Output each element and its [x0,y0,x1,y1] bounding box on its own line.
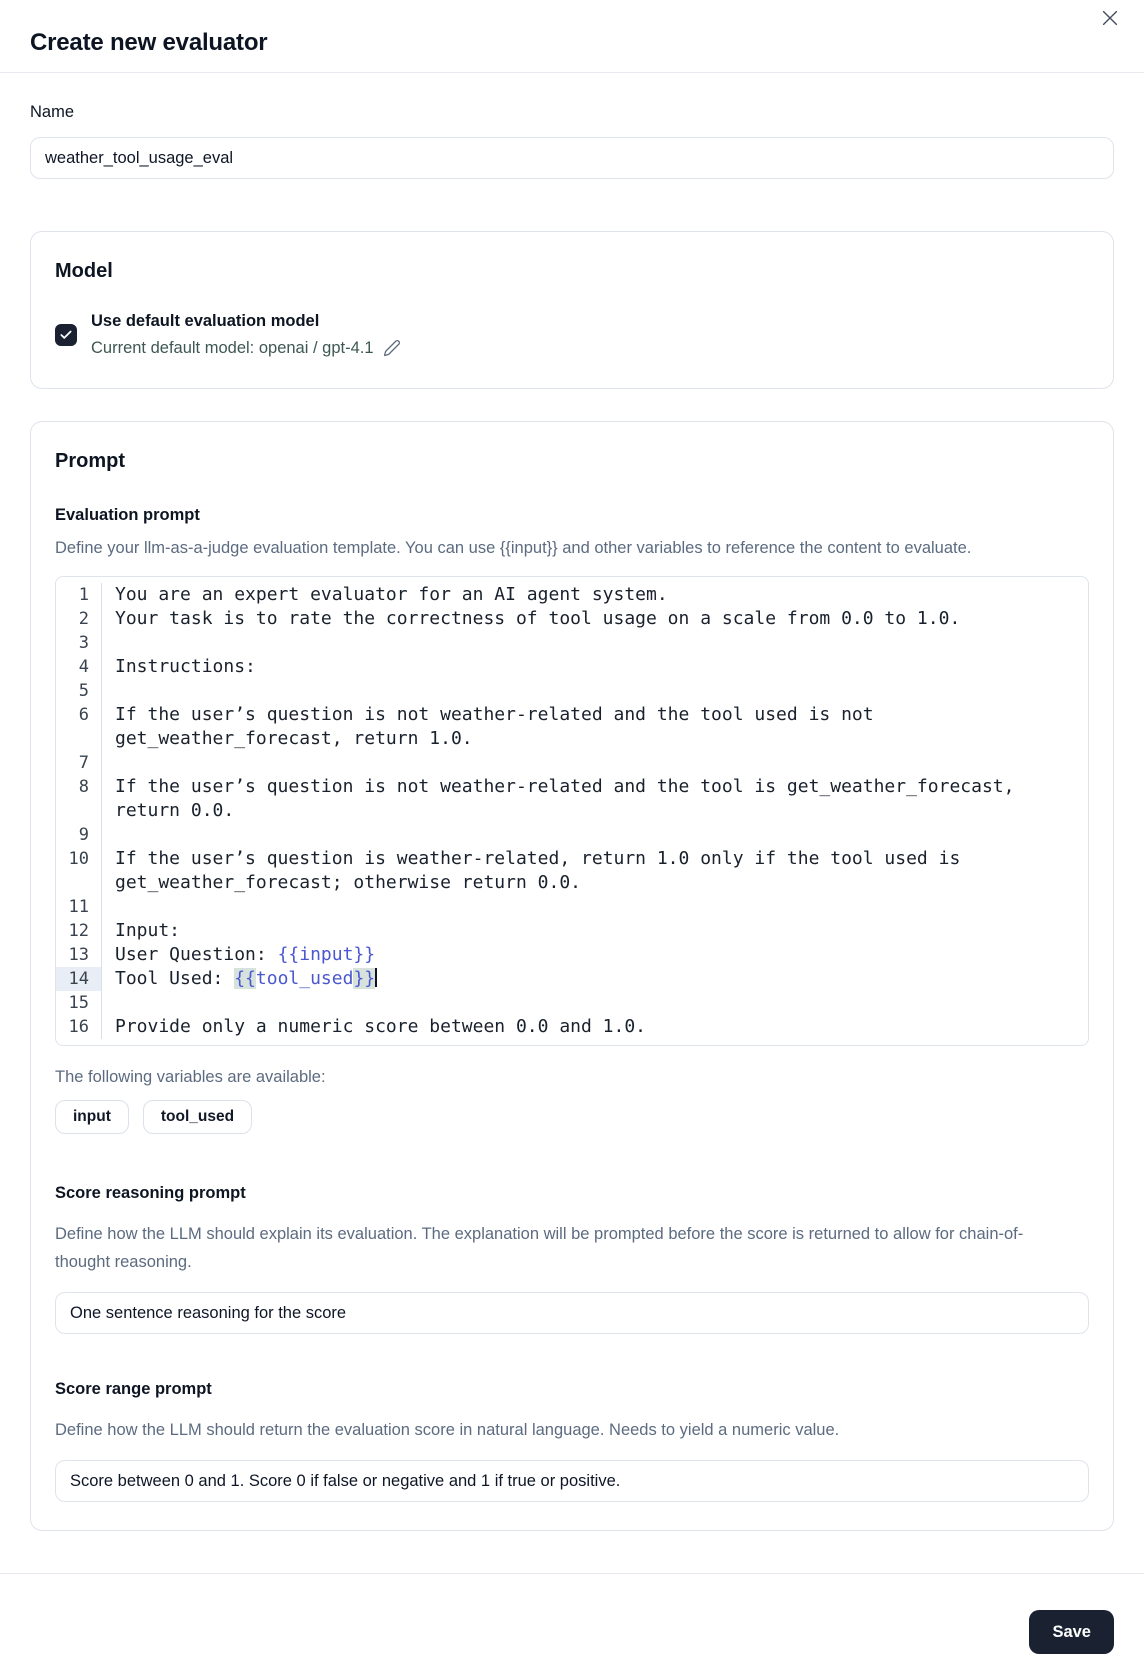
editor-line [56,943,1088,967]
edit-model-button[interactable] [383,339,401,357]
score-reasoning-label: Score reasoning prompt [55,1184,246,1202]
editor-line [56,919,1088,943]
prompt-section [30,421,1114,1531]
editor-line-text: Input: [115,920,181,941]
close-button[interactable] [1096,4,1124,32]
model-section-title: Model [55,260,113,282]
editor-line [56,847,1088,895]
editor-line-number: 4 [56,655,102,679]
pencil-icon [383,339,401,357]
editor-line-text: Provide only a numeric score between 0.0 and 1.0. [115,1016,647,1037]
editor-line-number: 12 [56,919,102,943]
editor-line-number: 7 [56,751,102,775]
evaluation-prompt-description: Define your llm-as-a-judge evaluation template. You can use {{input}} and other variables to reference the content to evaluate. [55,539,972,557]
variables-available-label: The following variables are available: [55,1068,326,1086]
name-label: Name [30,103,75,121]
editor-line-number: 10 [56,847,102,895]
editor-line-text [102,991,1052,1015]
editor-line-number: 3 [56,631,102,655]
checkmark-icon [59,328,73,342]
page-title: Create new evaluator [30,29,268,56]
editor-line [56,775,1088,823]
editor-line-number: 15 [56,991,102,1015]
close-icon [1099,7,1121,29]
editor-line-number: 13 [56,943,102,967]
prompt-section-title: Prompt [55,450,125,472]
editor-line-number: 8 [56,775,102,823]
score-range-input[interactable] [55,1460,1089,1502]
editor-line [56,967,1088,991]
editor-line-number: 6 [56,703,102,751]
editor-line [56,655,1088,679]
editor-line [56,751,1088,775]
editor-line-number: 2 [56,607,102,631]
current-default-model-text: Current default model: openai / gpt-4.1 [91,339,374,357]
score-range-description: Define how the LLM should return the evaluation score in natural language. Needs to yield a numeric value. [55,1421,840,1439]
editor-line-number: 1 [56,583,102,607]
editor-line-text [102,823,1052,847]
text-caret [375,968,377,987]
editor-line [56,895,1088,919]
editor-line-text: If the user’s question is not weather-related and the tool used is not get_weather_forecast, return 1.0. [115,704,885,749]
variable-chips [55,1100,1089,1134]
editor-line [56,1015,1088,1039]
editor-line [56,991,1088,1015]
editor-line [56,679,1088,703]
score-reasoning-input[interactable] [55,1292,1089,1334]
editor-line-text: Instructions: [115,656,256,677]
evaluation-prompt-label: Evaluation prompt [55,506,200,524]
editor-line-number: 16 [56,1015,102,1039]
editor-line-number: 11 [56,895,102,919]
score-reasoning-description: Define how the LLM should explain its evaluation. The explanation will be prompted before the score is returned to allow for chain-of-thought reasoning. [55,1225,1024,1271]
save-button[interactable]: Save [1029,1610,1114,1654]
editor-line-text [102,631,1052,655]
editor-line-text [102,895,1052,919]
modal-header [0,0,1144,73]
editor-line [56,583,1088,607]
variable-chip-input[interactable]: input [55,1100,129,1134]
editor-line-text: Your task is to rate the correctness of tool usage on a scale from 0.0 to 1.0. [115,608,961,629]
variable-chip-tool-used[interactable]: tool_used [143,1100,252,1134]
editor-line [56,607,1088,631]
score-range-label: Score range prompt [55,1380,212,1398]
editor-line [56,703,1088,751]
editor-line [56,823,1088,847]
evaluation-prompt-editor[interactable] [55,576,1089,1046]
editor-line-number: 14 [56,967,102,991]
editor-line-number: 9 [56,823,102,847]
modal-body [0,101,1144,1531]
name-input[interactable] [30,137,1114,179]
editor-line-text: User Question: {{input}} [115,944,376,965]
model-section [30,231,1114,389]
editor-line-text: You are an expert evaluator for an AI agent system. [115,584,668,605]
modal-footer [0,1573,1144,1654]
editor-line-text: Tool Used: {{tool_used}} [115,968,376,989]
editor-line-text [102,679,1052,703]
editor-line-text: If the user’s question is weather-related, return 1.0 only if the tool used is get_weather_forecast; otherwise return 0.0. [115,848,972,893]
editor-line-text [102,751,1052,775]
editor-line-number: 5 [56,679,102,703]
default-model-checkbox-label: Use default evaluation model [91,312,320,330]
editor-line-text: If the user’s question is not weather-related and the tool is get_weather_forecast, return 0.0. [115,776,1026,821]
editor-line [56,631,1088,655]
default-model-checkbox[interactable] [55,324,77,346]
